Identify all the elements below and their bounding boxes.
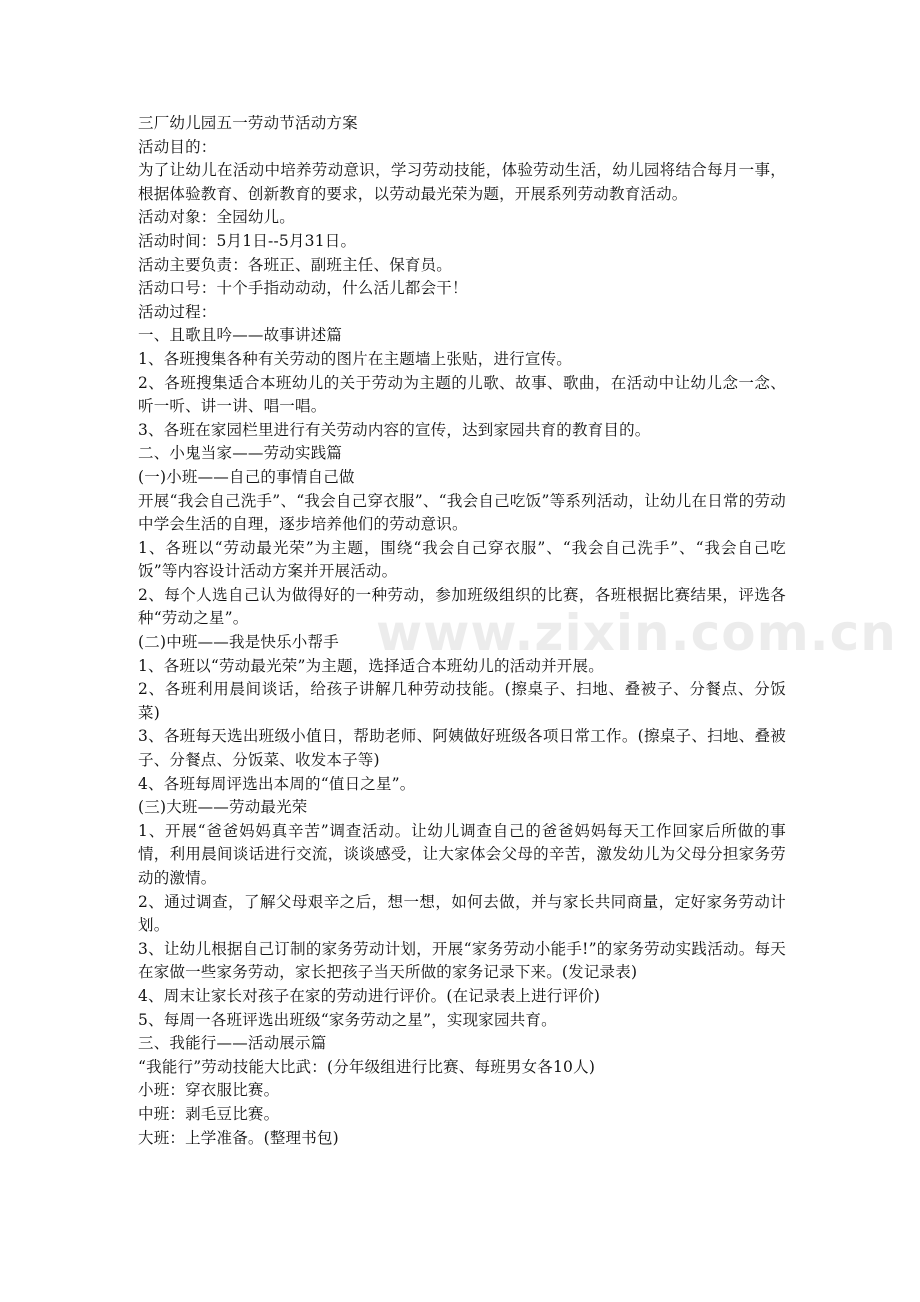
document-title: 三厂幼儿园五一劳动节活动方案 — [138, 114, 358, 132]
paragraph: “我能行”劳动技能大比武：(分年级组进行比赛、每班男女各10人) — [138, 1057, 596, 1076]
document-body — [138, 112, 786, 1150]
paragraph: 1、各班搜集各种有关劳动的图片在主题墙上张贴，进行宣传。 — [138, 349, 572, 368]
paragraph: 3、各班每天选出班级小值日，帮助老师、阿姨做好班级各项日常工作。(擦桌子、扫地、叠被子、分餐点、分饭菜、收发本子等) — [138, 727, 786, 770]
paragraph: 开展“我会自己洗手”、“我会自己穿衣服”、“我会自己吃饭”等系列活动，让幼儿在日常的劳动中学会生活的自理，逐步培养他们的劳动意识。 — [138, 491, 786, 534]
paragraph: 为了让幼儿在活动中培养劳动意识，学习劳动技能，体验劳动生活，幼儿园将结合每月一事，根据体验教育、创新教育的要求，以劳动最光荣为题，开展系列劳动教育活动。 — [138, 161, 786, 203]
paragraph: 二、小鬼当家——劳动实践篇 — [138, 444, 343, 463]
paragraph: (三)大班——劳动最光荣 — [138, 798, 308, 817]
paragraph: 活动对象：全园幼儿。 — [138, 208, 296, 227]
paragraph: 2、各班搜集适合本班幼儿的关于劳动为主题的儿歌、故事、歌曲，在活动中让幼儿念一念、听一听、讲一讲、唱一唱。 — [138, 373, 786, 416]
paragraph: (二)中班——我是快乐小帮手 — [138, 633, 339, 652]
paragraph: 5、每周一各班评选出班级“家务劳动之星”，实现家园共育。 — [138, 1010, 557, 1029]
paragraph: 活动时间：5月1日--5月31日。 — [138, 231, 357, 250]
paragraph: 2、每个人选自己认为做得好的一种劳动，参加班级组织的比赛，各班根据比赛结果，评选各种“劳动之星”。 — [138, 585, 786, 628]
paragraph: 中班：剥毛豆比赛。 — [138, 1104, 280, 1123]
watermark: www.zixin.com.cn — [376, 604, 897, 662]
paragraph: 大班：上学准备。(整理书包) — [138, 1128, 339, 1147]
paragraph: 小班：穿衣服比赛。 — [138, 1081, 280, 1100]
paragraph: 3、让幼儿根据自己订制的家务劳动计划，开展“家务劳动小能手!”的家务劳动实践活动。每天在家做一些家务劳动，家长把孩子当天所做的家务记录下来。(发记录表) — [138, 939, 786, 982]
paragraph: 1、各班以“劳动最光荣”为主题，选择适合本班幼儿的活动并开展。 — [138, 656, 604, 675]
paragraph: 2、通过调查，了解父母艰辛之后，想一想，如何去做，并与家长共同商量，定好家务劳动计划。 — [138, 892, 786, 935]
paragraph: 一、且歌且吟——故事讲述篇 — [138, 326, 343, 345]
paragraph: 1、各班以“劳动最光荣”为主题，围绕“我会自己穿衣服”、“我会自己洗手”、“我会自己吃饭”等内容设计活动方案并开展活动。 — [138, 538, 786, 581]
paragraph: 三、我能行——活动展示篇 — [138, 1034, 327, 1053]
paragraph: 2、各班利用晨间谈话，给孩子讲解几种劳动技能。(擦桌子、扫地、叠被子、分餐点、分饭菜) — [138, 680, 786, 722]
paragraph: 1、开展“爸爸妈妈真辛苦”调查活动。让幼儿调查自己的爸爸妈妈每天工作回家后所做的事情，利用晨间谈话进行交流，谈谈感受，让大家体会父母的辛苦，激发幼儿为父母分担家务劳动的激情。 — [138, 821, 786, 887]
paragraph: 活动主要负责：各班正、副班主任、保育员。 — [138, 255, 453, 274]
paragraph: 4、各班每周评选出本周的“值日之星”。 — [138, 774, 416, 793]
paragraph: 活动目的： — [138, 137, 217, 156]
paragraph: 活动口号：十个手指动动动，什么活儿都会干！ — [138, 279, 468, 298]
paragraph: 活动过程： — [138, 302, 217, 321]
paragraph: 4、周末让家长对孩子在家的劳动进行评价。(在记录表上进行评价) — [138, 986, 601, 1005]
paragraph: 3、各班在家园栏里进行有关劳动内容的宣传，达到家园共育的教育目的。 — [138, 420, 651, 439]
paragraph: (一)小班——自己的事情自己做 — [138, 467, 355, 486]
